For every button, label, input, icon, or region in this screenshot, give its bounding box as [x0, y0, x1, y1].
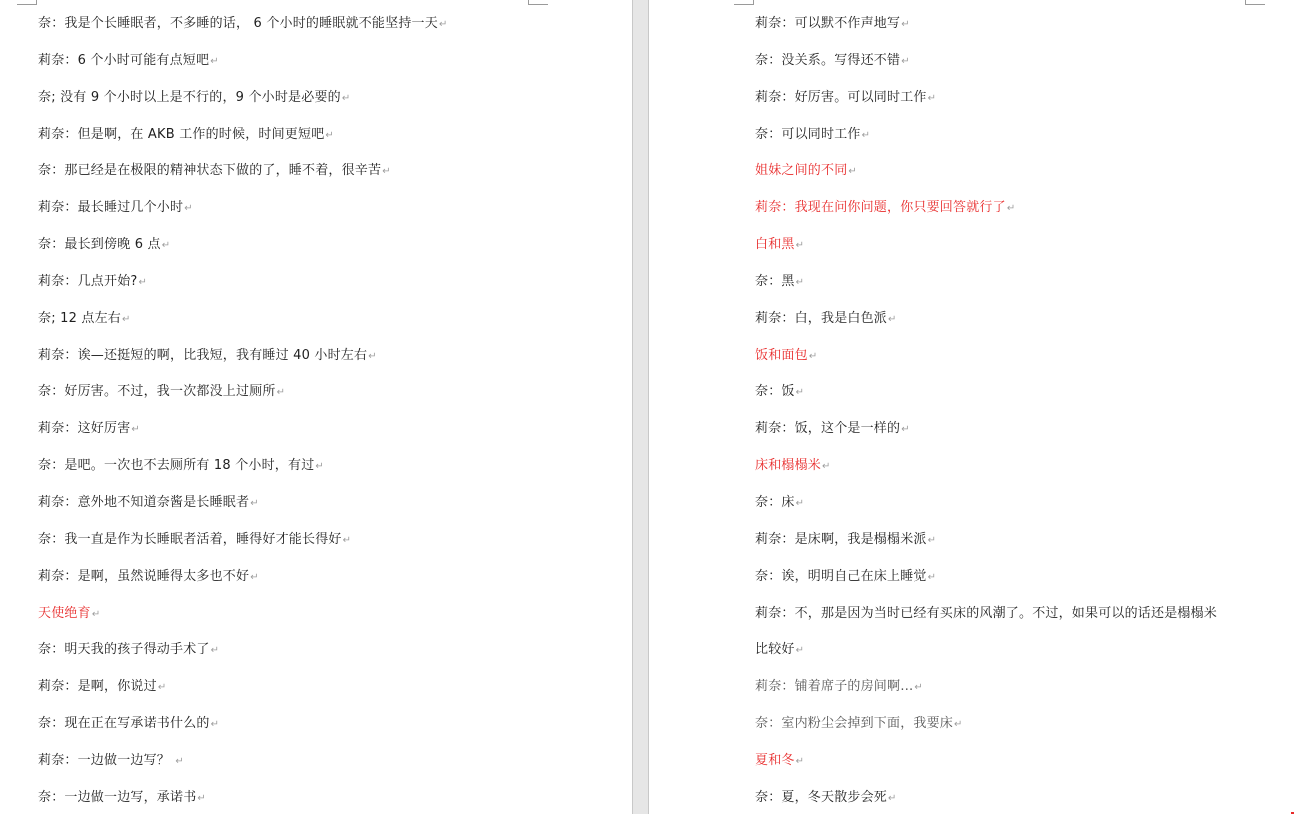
paragraph-mark-icon: ↵	[342, 534, 352, 546]
line-text: 姐妹之间的不同	[755, 163, 848, 179]
paragraph-mark-icon: ↵	[91, 608, 101, 620]
line-text: 莉奈：好厉害。可以同时工作	[755, 89, 927, 105]
line-text: 莉奈：是床啊，我是榻榻米派	[755, 531, 927, 547]
dialogue-line	[38, 669, 598, 706]
dialogue-line	[755, 632, 1255, 669]
dialogue-line	[38, 485, 598, 522]
line-text: 奈; 12 点左右	[38, 310, 121, 326]
line-text: 奈：饭	[755, 384, 795, 400]
line-text: 莉奈：可以默不作声地写	[755, 16, 901, 31]
line-text: 奈：室内粉尘会掉到下面，我要床	[755, 716, 954, 732]
line-text: 奈：一边做一边写，承诺书	[38, 789, 197, 805]
dialogue-line	[38, 706, 598, 743]
paragraph-mark-icon: ↵	[848, 166, 857, 178]
dialogue-line	[755, 706, 1255, 743]
paragraph-mark-icon: ↵	[250, 497, 259, 509]
paragraph-mark-icon: ↵	[1006, 203, 1016, 215]
line-text: 奈：夏，冬天散步会死	[755, 789, 888, 805]
dialogue-line	[755, 301, 1255, 338]
line-text: 天使绝育	[38, 605, 91, 621]
dialogue-line	[38, 153, 598, 190]
line-text: 奈：明天我的孩子得动手术了	[38, 642, 210, 658]
paragraph-mark-icon: ↵	[888, 313, 897, 325]
paragraph-mark-icon: ↵	[122, 313, 131, 325]
paragraph-mark-icon: ↵	[888, 792, 897, 804]
line-text: 夏和冬	[755, 752, 795, 768]
paragraph-mark-icon: ↵	[901, 424, 910, 436]
line-text: 莉奈：诶—还挺短的啊，比我短，我有睡过 40 小时左右	[38, 347, 368, 363]
line-text: 奈：最长到傍晚 6 点	[38, 237, 161, 253]
paragraph-mark-icon: ↵	[901, 55, 910, 67]
dialogue-line	[38, 559, 598, 596]
paragraph-mark-icon: ↵	[131, 424, 140, 436]
line-text: 奈：好厉害。不过，我一次都没上过厕所	[38, 384, 276, 400]
paragraph-mark-icon: ↵	[315, 461, 325, 473]
paragraph-mark-icon: ↵	[210, 55, 219, 67]
paragraph-mark-icon: ↵	[250, 571, 259, 583]
dialogue-line	[38, 264, 598, 301]
dialogue-line	[755, 669, 1255, 706]
dialogue-line	[755, 117, 1255, 154]
section-heading	[755, 227, 1255, 264]
right-page-text	[755, 6, 1255, 814]
paragraph-mark-icon: ↵	[438, 19, 448, 30]
line-text: 莉奈：6 个小时可能有点短吧	[38, 52, 210, 68]
line-text: 莉奈：白，我是白色派	[755, 310, 888, 326]
page-edge	[632, 0, 633, 814]
paragraph-mark-icon: ↵	[927, 571, 937, 583]
paragraph-mark-icon: ↵	[954, 719, 963, 731]
paragraph-mark-icon: ↵	[276, 387, 286, 399]
dialogue-line	[38, 632, 598, 669]
dialogue-line	[38, 780, 598, 814]
paragraph-mark-icon: ↵	[861, 129, 871, 141]
dialogue-line	[38, 190, 598, 227]
paragraph-mark-icon: ↵	[795, 645, 805, 657]
line-text: 奈：是吧。一次也不去厕所有 18 个小时，有过	[38, 458, 315, 474]
section-heading	[755, 153, 1255, 190]
paragraph-mark-icon: ↵	[808, 350, 818, 362]
section-heading	[38, 596, 598, 633]
dialogue-line	[755, 411, 1255, 448]
paragraph-mark-icon: ↵	[157, 682, 167, 694]
paragraph-mark-icon: ↵	[382, 166, 391, 178]
line-text: 奈; 没有 9 个小时以上是不行的，9 个小时是必要的	[38, 89, 341, 105]
paragraph-mark-icon: ↵	[795, 276, 805, 288]
line-text: 莉奈：是啊，你说过	[38, 679, 157, 695]
paragraph-mark-icon: ↵	[341, 92, 351, 104]
line-text: 奈：那已经是在极限的精神状态下做的了，睡不着，很辛苦	[38, 163, 382, 179]
section-heading	[755, 448, 1255, 485]
line-text: 莉奈：但是啊，在 AKB 工作的时候，时间更短吧	[38, 126, 325, 142]
line-text: 奈：没关系。写得还不错	[755, 52, 901, 68]
line-text: 莉奈：不，那是因为当时已经有买床的风潮了。不过，如果可以的话还是榻榻米	[755, 605, 1218, 621]
line-text: 莉奈：一边做一边写？	[38, 752, 175, 768]
paragraph-mark-icon: ↵	[795, 755, 805, 767]
dialogue-line	[38, 6, 598, 43]
paragraph-mark-icon: ↵	[161, 240, 171, 252]
line-text: 奈：诶，明明自己在床上睡觉	[755, 568, 927, 584]
left-page-text	[38, 6, 598, 814]
paragraph-mark-icon: ↵	[210, 645, 220, 657]
margin-corner-mark	[528, 0, 548, 5]
margin-corner-mark	[734, 0, 754, 5]
dialogue-line	[38, 743, 598, 780]
line-text: 莉奈：铺着席子的房间啊…	[755, 679, 914, 695]
paragraph-mark-icon: ↵	[175, 755, 184, 767]
dialogue-line	[38, 117, 598, 154]
line-text: 床和榻榻米	[755, 458, 822, 474]
line-text: 莉奈：几点开始?	[38, 273, 138, 289]
dialogue-line	[38, 411, 598, 448]
paragraph-mark-icon: ↵	[138, 276, 148, 288]
line-text: 奈：我一直是作为长睡眠者活着，睡得好才能长得好	[38, 531, 342, 547]
dialogue-line	[38, 374, 598, 411]
paragraph-mark-icon: ↵	[795, 497, 805, 509]
margin-corner-mark	[17, 0, 37, 5]
dialogue-line	[755, 43, 1255, 80]
dialogue-line	[38, 338, 598, 375]
line-text: 奈：床	[755, 494, 795, 510]
dialogue-line	[755, 485, 1255, 522]
paragraph-mark-icon: ↵	[197, 792, 206, 804]
section-heading	[755, 190, 1255, 227]
line-text: 莉奈：饭，这个是一样的	[755, 421, 901, 437]
dialogue-line	[755, 6, 1255, 43]
paragraph-mark-icon: ↵	[210, 719, 220, 731]
line-text: 莉奈：意外地不知道奈酱是长睡眠者	[38, 494, 250, 510]
paragraph-mark-icon: ↵	[795, 240, 805, 252]
paragraph-mark-icon: ↵	[822, 461, 831, 473]
dialogue-line	[38, 522, 598, 559]
line-text: 莉奈：最长睡过几个小时	[38, 200, 184, 216]
dialogue-line	[755, 596, 1255, 633]
line-text: 饭和面包	[755, 347, 808, 363]
margin-corner-mark	[1245, 0, 1265, 5]
paragraph-mark-icon: ↵	[901, 19, 910, 30]
dialogue-line	[755, 374, 1255, 411]
line-text: 莉奈：这好厉害	[38, 421, 131, 437]
dialogue-line	[38, 301, 598, 338]
section-heading	[755, 338, 1255, 375]
line-text: 奈：现在正在写承诺书什么的	[38, 716, 210, 732]
dialogue-line	[38, 448, 598, 485]
dialogue-line	[38, 80, 598, 117]
paragraph-mark-icon: ↵	[368, 350, 377, 362]
line-text: 奈：可以同时工作	[755, 126, 861, 142]
dialogue-line	[38, 43, 598, 80]
paragraph-mark-icon: ↵	[184, 203, 193, 215]
document-page-left[interactable]	[0, 0, 632, 814]
paragraph-mark-icon: ↵	[325, 129, 334, 141]
paragraph-mark-icon: ↵	[795, 387, 805, 399]
dialogue-line	[755, 780, 1255, 814]
dialogue-line	[755, 559, 1255, 596]
line-text: 莉奈：是啊，虽然说睡得太多也不好	[38, 568, 250, 584]
document-page-right[interactable]	[649, 0, 1294, 814]
line-text: 奈：黑	[755, 273, 795, 289]
line-text: 奈：我是个长睡眠者，不多睡的话， 6 个小时的睡眠就不能坚持一天	[38, 16, 438, 31]
dialogue-line	[38, 227, 598, 264]
dialogue-line	[755, 80, 1255, 117]
paragraph-mark-icon: ↵	[927, 534, 937, 546]
dialogue-line	[755, 264, 1255, 301]
paragraph-mark-icon: ↵	[927, 92, 937, 104]
line-text: 比较好	[755, 642, 795, 658]
paragraph-mark-icon: ↵	[914, 682, 923, 694]
section-heading	[755, 743, 1255, 780]
line-text: 莉奈：我现在问你问题，你只要回答就行了	[755, 200, 1006, 216]
dialogue-line	[755, 522, 1255, 559]
line-text: 白和黑	[755, 237, 795, 253]
